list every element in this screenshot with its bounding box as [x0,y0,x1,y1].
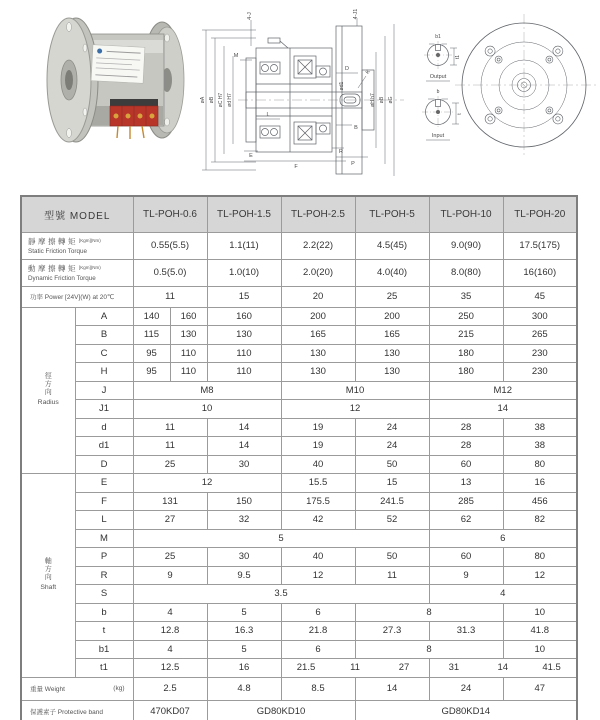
table-row-H [21,363,577,382]
row-letter-J1: J1 [75,400,133,419]
product-photo [47,18,184,142]
cell-L-1: 32 [207,511,281,530]
table-row-C [21,344,577,363]
cell-B-6: 265 [503,326,577,345]
cell-B-4: 165 [355,326,429,345]
cell-static_torque-2: 2.2(22) [281,232,355,259]
table-row-b1 [21,640,577,659]
cell-F-5: 456 [503,492,577,511]
cell-B-5: 215 [429,326,503,345]
cell-dynamic_torque-0: 0.5(5.0) [133,259,207,286]
row-letter-H: H [75,363,133,382]
input-caption: Input [431,133,445,139]
cell-power-2: 20 [281,286,355,307]
cell-F-1: 150 [207,492,281,511]
dim-label-phiG: øG [388,96,394,104]
cell-L-5: 82 [503,511,577,530]
spec-table [20,195,578,720]
cell-dynamic_torque-1: 1.0(10) [207,259,281,286]
cell-H-3: 130 [281,363,355,382]
cell-F-0: 131 [133,492,207,511]
dim-label-d: D [345,66,349,72]
row-letter-d: d [75,418,133,437]
cell-J-2: M12 [429,381,577,400]
cell-A-4: 200 [355,307,429,326]
cell-static_torque-5: 17.5(175) [503,232,577,259]
cell-d1-0: 11 [133,437,207,456]
table-row-J [21,381,577,400]
dim-label-m: M [233,53,239,59]
row-label-protective_band: 保護素子 Protective band [21,700,133,720]
row-label-weight: 重量 Weight (kg) [21,677,133,700]
cell-static_torque-1: 1.1(11) [207,232,281,259]
cell-M-0: 5 [133,529,429,548]
model-header-label: 型號 MODEL [21,196,133,232]
row-letter-A: A [75,307,133,326]
cell-D-1: 30 [207,455,281,474]
dim-label-phiB2: øB [379,96,385,104]
cell-P-2: 40 [281,548,355,567]
table-row-F [21,492,577,511]
cell-weight-0: 2.5 [133,677,207,700]
cell-dynamic_torque-4: 8.0(80) [429,259,503,286]
cell-H-4: 130 [355,363,429,382]
cell-P-5: 80 [503,548,577,567]
cell-t1-3: 31 14 41.5 [429,659,577,678]
table-row-protective_band [21,700,577,720]
cell-D-5: 80 [503,455,577,474]
technical-drawings [0,0,600,195]
cell-b-4: 10 [503,603,577,622]
cell-D-3: 50 [355,455,429,474]
cell-weight-3: 14 [355,677,429,700]
cell-power-4: 35 [429,286,503,307]
cell-A-1: 160 [170,307,207,326]
cell-J1-0: 10 [133,400,281,419]
table-row-E [21,474,577,493]
cell-t1-2: 21.5 11 27 [281,659,429,678]
table-row-S [21,585,577,604]
dim-label-phid: ød H7 [227,93,233,107]
cell-d1-4: 28 [429,437,503,456]
cell-D-0: 25 [133,455,207,474]
dim-label-phiH: øH h7 [370,93,376,107]
shaft-section-output [424,34,461,81]
row-letter-C: C [75,344,133,363]
row-letter-S: S [75,585,133,604]
cell-weight-5: 47 [503,677,577,700]
cell-S-1: 4 [429,585,577,604]
cell-R-4: 9 [429,566,503,585]
cell-d-2: 19 [281,418,355,437]
cell-static_torque-3: 4.5(45) [355,232,429,259]
cell-H-1: 110 [170,363,207,382]
cell-b-2: 6 [281,603,355,622]
shaft-section-input [422,89,463,140]
row-letter-E: E [75,474,133,493]
cell-dynamic_torque-2: 2.0(20) [281,259,355,286]
model-column-TL-POH-5: TL-POH-5 [355,196,429,232]
table-row-d1 [21,437,577,456]
group-label-shaft: 軸 方 向 Shaft [21,474,75,678]
cell-L-4: 62 [429,511,503,530]
cross-section-drawing [200,9,404,176]
cell-H-6: 230 [503,363,577,382]
output-depth-label: t1 [455,54,461,60]
cell-A-3: 200 [281,307,355,326]
cell-H-0: 95 [133,363,170,382]
cell-F-3: 241.5 [355,492,429,511]
table-row-J1 [21,400,577,419]
dim-label-p: P [351,161,355,167]
cell-J1-1: 12 [281,400,429,419]
cell-F-2: 175.5 [281,492,355,511]
dim-label-b: B [354,125,358,131]
cell-d-5: 38 [503,418,577,437]
model-column-TL-POH-20: TL-POH-20 [503,196,577,232]
cell-b-3: 8 [355,603,503,622]
row-label-dynamic_torque: 動摩擦轉矩$^{[Kgm](Nm)}$ Dynamic Friction Torque [21,259,133,286]
flange-front-view [455,14,596,158]
cell-A-0: 140 [133,307,170,326]
cell-C-5: 180 [429,344,503,363]
row-letter-J: J [75,381,133,400]
cell-d1-1: 14 [207,437,281,456]
cell-b-0: 4 [133,603,207,622]
dim-label-4j1: 4-J1 [353,8,359,20]
cell-d-1: 14 [207,418,281,437]
table-row-A [21,307,577,326]
table-row-power [21,286,577,307]
cell-R-1: 9.5 [207,566,281,585]
table-row-L [21,511,577,530]
model-column-TL-POH-10: TL-POH-10 [429,196,503,232]
cell-E-4: 16 [503,474,577,493]
cell-t-1: 16.3 [207,622,281,641]
cell-D-2: 40 [281,455,355,474]
cell-b-1: 5 [207,603,281,622]
cell-E-0: 12 [133,474,281,493]
cell-C-2: 110 [207,344,281,363]
cell-B-3: 165 [281,326,355,345]
row-letter-M: M [75,529,133,548]
dim-label-phid1: ød1 [339,81,345,91]
cell-d-3: 24 [355,418,429,437]
row-label-power: 功率 Power [24V](W) at 20℃ [21,286,133,307]
model-column-TL-POH-0.6: TL-POH-0.6 [133,196,207,232]
cell-L-2: 42 [281,511,355,530]
cell-d1-2: 19 [281,437,355,456]
table-row-d [21,418,577,437]
cell-J-0: M8 [133,381,281,400]
cell-C-3: 130 [281,344,355,363]
row-label-static_torque: 靜摩擦轉矩$^{[Kgm](Nm)}$ Static Friction Torque [21,232,133,259]
cell-b1-1: 5 [207,640,281,659]
output-width-label: b1 [435,34,441,40]
dim-label-k: K [364,69,372,76]
cell-R-5: 12 [503,566,577,585]
table-row-D [21,455,577,474]
cell-H-5: 180 [429,363,503,382]
cell-t-3: 27.3 [355,622,429,641]
table-row-t1 [21,659,577,678]
table-row-static_torque [21,232,577,259]
cell-C-4: 130 [355,344,429,363]
cell-E-3: 13 [429,474,503,493]
dim-label-e: E [249,153,253,159]
dim-label-phiA: øA [200,96,206,104]
cell-protective_band-2: GD80KD14 [355,700,577,720]
table-row-t [21,622,577,641]
cell-t-2: 21.8 [281,622,355,641]
table-row-B [21,326,577,345]
cell-A-6: 300 [503,307,577,326]
cell-C-6: 230 [503,344,577,363]
cell-S-0: 3.5 [133,585,429,604]
cell-t-0: 12.8 [133,622,207,641]
cell-b1-0: 4 [133,640,207,659]
cell-D-4: 60 [429,455,503,474]
dim-label-l: L [266,112,270,118]
cell-R-3: 11 [355,566,429,585]
cell-protective_band-1: GD80KD10 [207,700,355,720]
cell-t-4: 31.3 [429,622,503,641]
cell-t-5: 41.8 [503,622,577,641]
cell-power-1: 15 [207,286,281,307]
table-row-dynamic_torque [21,259,577,286]
dim-label-f: F [294,164,298,170]
row-letter-d1: d1 [75,437,133,456]
cell-B-2: 130 [207,326,281,345]
cell-d-4: 28 [429,418,503,437]
table-row-R [21,566,577,585]
cell-L-0: 27 [133,511,207,530]
row-letter-b1: b1 [75,640,133,659]
row-letter-t: t [75,622,133,641]
cell-L-3: 52 [355,511,429,530]
table-row-M [21,529,577,548]
row-letter-P: P [75,548,133,567]
cell-F-4: 285 [429,492,503,511]
cell-M-1: 6 [429,529,577,548]
cell-static_torque-0: 0.55(5.5) [133,232,207,259]
row-letter-B: B [75,326,133,345]
cell-power-3: 25 [355,286,429,307]
dim-label-phiB: øB [209,96,215,104]
cell-J1-2: 14 [429,400,577,419]
cell-d-0: 11 [133,418,207,437]
cell-J-1: M10 [281,381,429,400]
cell-P-0: 25 [133,548,207,567]
cell-H-2: 110 [207,363,281,382]
cell-dynamic_torque-5: 16(160) [503,259,577,286]
table-row-b [21,603,577,622]
cell-weight-4: 24 [429,677,503,700]
row-letter-t1: t1 [75,659,133,678]
cell-b1-2: 6 [281,640,355,659]
cell-power-5: 45 [503,286,577,307]
cell-A-5: 250 [429,307,503,326]
cell-E-2: 15 [355,474,429,493]
cell-protective_band-0: 470KD07 [133,700,207,720]
dim-label-phiC: øC H7 [218,92,224,108]
cell-weight-1: 4.8 [207,677,281,700]
table-header-row [21,196,577,232]
cell-R-2: 12 [281,566,355,585]
cell-C-0: 95 [133,344,170,363]
row-letter-L: L [75,511,133,530]
input-width-label: b [436,89,440,95]
cell-R-0: 9 [133,566,207,585]
cell-B-0: 115 [133,326,170,345]
cell-E-1: 15.5 [281,474,355,493]
model-column-TL-POH-1.5: TL-POH-1.5 [207,196,281,232]
cell-P-3: 50 [355,548,429,567]
dim-label-r: R [339,149,343,155]
cell-P-1: 30 [207,548,281,567]
dim-label-4j: 4-J [247,12,253,20]
row-letter-D: D [75,455,133,474]
group-label-radius: 徑 方 向 Radius [21,307,75,474]
cell-d1-3: 24 [355,437,429,456]
row-letter-F: F [75,492,133,511]
cell-d1-5: 38 [503,437,577,456]
cell-t1-1: 16 [207,659,281,678]
cell-b1-3: 8 [355,640,503,659]
input-depth-label: t [457,113,463,115]
cell-power-0: 11 [133,286,207,307]
cell-B-1: 130 [170,326,207,345]
row-letter-b: b [75,603,133,622]
table-row-weight [21,677,577,700]
cell-t1-0: 12.5 [133,659,207,678]
cell-static_torque-4: 9.0(90) [429,232,503,259]
model-column-TL-POH-2.5: TL-POH-2.5 [281,196,355,232]
output-caption: Output [429,74,447,80]
cell-weight-2: 8.5 [281,677,355,700]
cell-A-2: 160 [207,307,281,326]
table-row-P [21,548,577,567]
row-letter-R: R [75,566,133,585]
cell-C-1: 110 [170,344,207,363]
cell-dynamic_torque-3: 4.0(40) [355,259,429,286]
cell-b1-4: 10 [503,640,577,659]
cell-P-4: 60 [429,548,503,567]
